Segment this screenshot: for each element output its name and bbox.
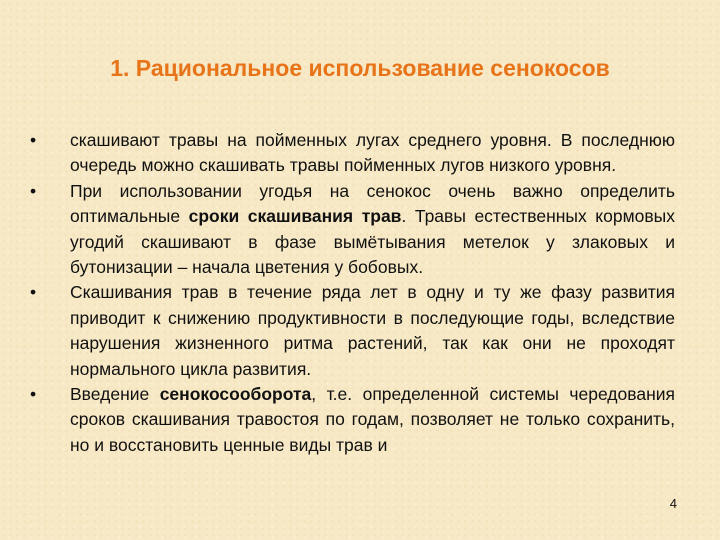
- slide-title: 1. Рациональное использование сенокосов: [110, 55, 610, 81]
- bullet-item: [30, 179, 675, 281]
- bullet-bold-text: сроки скашивания трав: [188, 206, 402, 227]
- bullet-item: [30, 128, 675, 179]
- bullet-marker: •: [30, 180, 37, 201]
- bullet-text: Введение: [70, 384, 160, 405]
- bullet-text: При использовании угодья на сенокос очень важно определить оптимальные: [70, 180, 675, 227]
- bullet-list: [30, 128, 675, 458]
- bullet-marker: •: [30, 130, 37, 150]
- bullet-item: [30, 280, 675, 382]
- bullet-text-after: . Травы естественных кормовых угодий скашивают в фазе вымётывания метелок у злаковых и бутонизации – начала цветения у бобовых.: [70, 206, 675, 278]
- bullet-text: Скашивания трав в течение ряда лет в одну и ту же фазу развития приводит к снижению продуктивности в последующие годы, вследствие нарушения жизненного ритма растений, так как они не проходят нормального цикла развития.: [70, 282, 675, 379]
- bullet-item: [30, 382, 675, 458]
- bullet-bold-text: сенокосооборота: [159, 384, 312, 405]
- bullet-text: скашивают травы на пойменных лугах среднего уровня. В последнюю очередь можно скашивать травы пойменных лугов низкого уровня.: [70, 130, 675, 176]
- page-number: 4: [669, 496, 677, 511]
- bullet-text-after: , т.е. определенной системы чередования сроков скашивания травостоя по годам, позволяет не только сохранить, но и восстановить ценные виды трав и: [70, 384, 675, 455]
- bullet-marker: •: [30, 384, 37, 405]
- bullet-marker: •: [30, 282, 37, 303]
